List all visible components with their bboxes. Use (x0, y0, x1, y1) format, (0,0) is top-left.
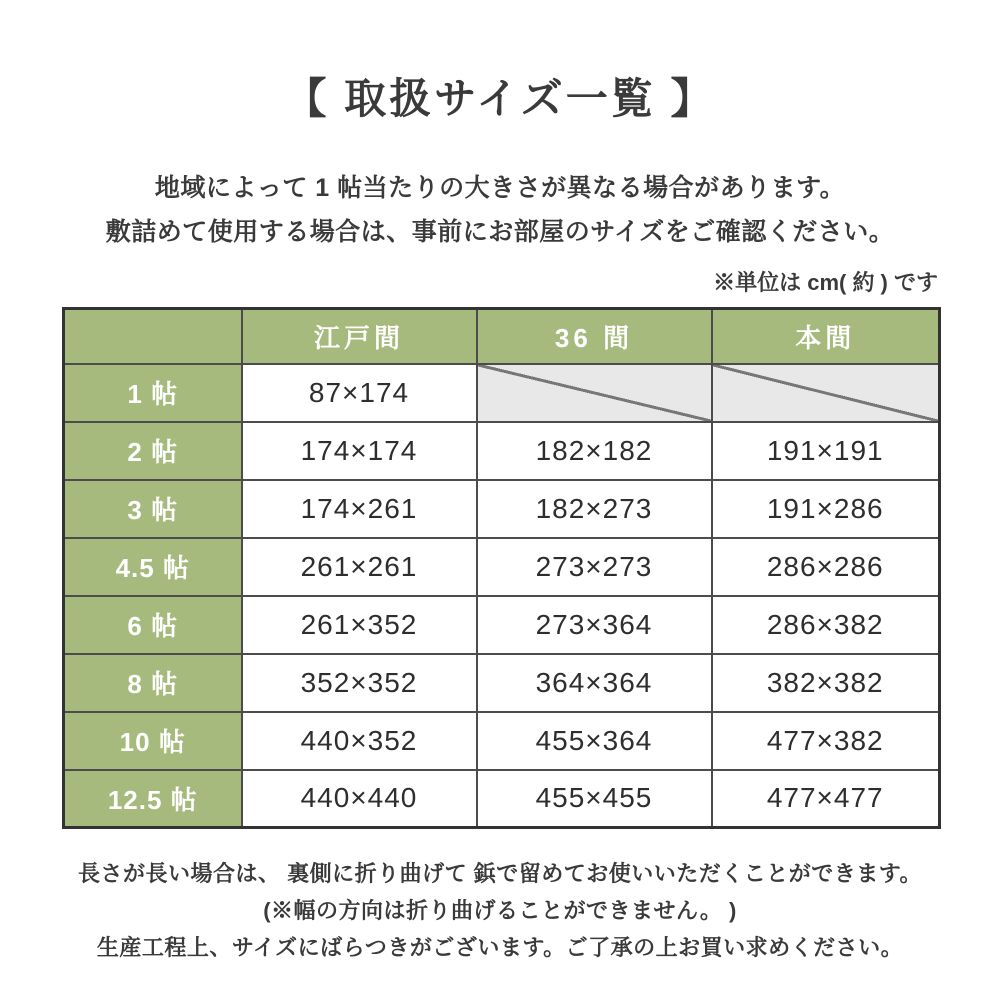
description-line-2: 敷詰めて使用する場合は、事前にお部屋のサイズをご確認ください。 (105, 218, 895, 246)
size-cell: 261×261 (242, 538, 477, 596)
size-cell: 182×273 (477, 480, 712, 538)
size-cell: 174×261 (242, 480, 477, 538)
note-line-2: (※幅の方向は折り曲げることができません。 ) (263, 898, 737, 923)
size-cell: 440×440 (242, 770, 477, 828)
size-cell: 477×477 (712, 770, 940, 828)
row-label-10jo: 10 帖 (64, 712, 242, 770)
corner-cell (64, 309, 242, 364)
size-cell: 273×273 (477, 538, 712, 596)
column-header-36ma: 36 間 (477, 309, 712, 364)
page-title: 【 取扱サイズ一覧 】 (284, 75, 716, 122)
column-header-edoma: 江戸間 (242, 309, 477, 364)
description-line-1: 地域によって 1 帖当たりの大きさが異なる場合があります。 (154, 174, 846, 202)
size-cell: 440×352 (242, 712, 477, 770)
size-cell: 261×352 (242, 596, 477, 654)
table-row-2jo (64, 422, 940, 480)
size-cell: 364×364 (477, 654, 712, 712)
row-label-8jo: 8 帖 (64, 654, 242, 712)
table-row-6jo (64, 596, 940, 654)
size-cell: 382×382 (712, 654, 940, 712)
row-label-6jo: 6 帖 (64, 596, 242, 654)
footer-notes (0, 855, 1000, 966)
size-cell-slash (712, 364, 940, 422)
size-cell: 174×174 (242, 422, 477, 480)
note-line-3: 生産工程上、サイズにばらつきがございます。ご了承の上お買い求めください。 (96, 935, 904, 960)
table-header-row (64, 309, 940, 364)
unit-note: ※単位は cm( 約 ) です (713, 270, 938, 295)
description (0, 166, 1000, 254)
size-cell: 477×382 (712, 712, 940, 770)
note-line-1: 長さが長い場合は、 裏側に折り曲げて 鋲で留めてお使いいただくことができます。 (78, 861, 922, 886)
row-label-12-5jo: 12.5 帖 (64, 770, 242, 828)
column-header-honma: 本間 (712, 309, 940, 364)
row-label-3jo: 3 帖 (64, 480, 242, 538)
size-cell: 87×174 (242, 364, 477, 422)
table-row-8jo (64, 654, 940, 712)
table-row-3jo (64, 480, 940, 538)
table-row-4-5jo (64, 538, 940, 596)
size-cell-slash (477, 364, 712, 422)
table-row-12-5jo (64, 770, 940, 828)
table-row-1jo (64, 364, 940, 422)
size-table (62, 307, 941, 829)
size-cell: 191×286 (712, 480, 940, 538)
row-label-1jo: 1 帖 (64, 364, 242, 422)
size-cell: 182×182 (477, 422, 712, 480)
row-label-4-5jo: 4.5 帖 (64, 538, 242, 596)
table-row-10jo (64, 712, 940, 770)
size-cell: 273×364 (477, 596, 712, 654)
size-cell: 455×364 (477, 712, 712, 770)
size-cell: 455×455 (477, 770, 712, 828)
size-cell: 191×191 (712, 422, 940, 480)
size-cell: 352×352 (242, 654, 477, 712)
size-cell: 286×286 (712, 538, 940, 596)
size-cell: 286×382 (712, 596, 940, 654)
row-label-2jo: 2 帖 (64, 422, 242, 480)
